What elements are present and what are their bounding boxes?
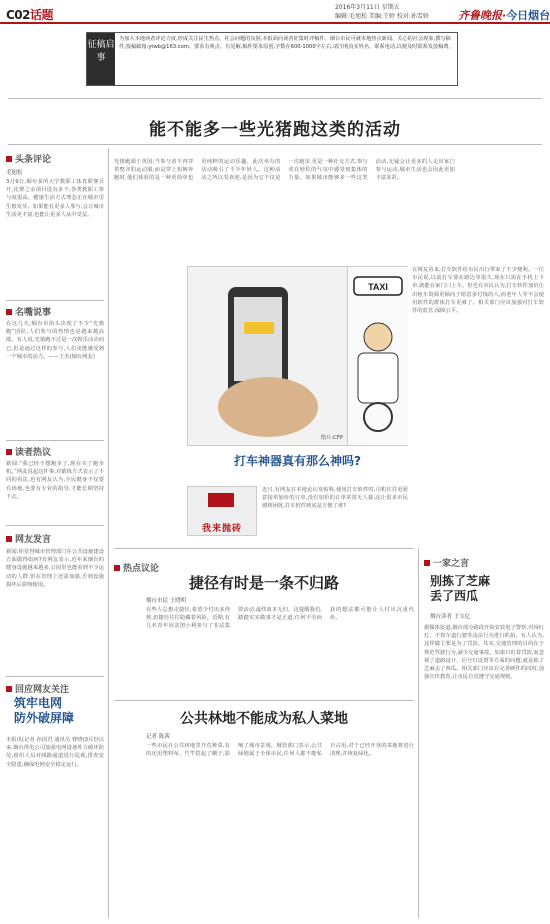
column-label: 回应网友关注 (6, 682, 69, 695)
notice-text: 为加大本地读者评论力度,形成关注民生热点、社会问题的氛围,本报面向读者征集时评稿件。烟台市民可就本地热点新闻、关心的社会现象,撰写稿件,投稿邮箱:ytwb@163.com。要求有观点、有见解,稿件要求原创,字数在600-1000字左右,请注明真实姓名、联系电话,以便及时联系发放稿费。 (119, 36, 454, 50)
byline: 烟台读者 王宝亿 (430, 614, 471, 620)
divider (6, 440, 104, 441)
column-logo-box (187, 486, 257, 536)
hand-brick-icon (188, 487, 258, 517)
article-body: 光猪跑源于英国,当参与者不再穿着整齐的运动服,而是穿上短裤奔跑时,他们体验的是一种更简单也更纯粹的运动乐趣。此次举办的活动吸引了不少年轻人。这种活动之所以受欢迎,是因为它不仅是一次跑步,更是一种社交方式,参与者在轻松的气氛中感受到集体的力量。如果城市能够多一些这类活动,无疑会让更多的人走出家门参与运动,城市生活也会因此更加丰富多彩。 (114, 159, 455, 182)
byline: 毛旭松 (6, 170, 23, 176)
photo-caption: 图片:CFP (320, 435, 343, 441)
notice-box (86, 32, 458, 86)
article-title: 捷径有时是一条不归路 (188, 574, 339, 592)
column-label: 一家之言 (424, 556, 469, 569)
header-editors: 编辑:毛旭松 美编:王婷 校对:孙雪娇 (335, 13, 429, 20)
taxi-driver-icon (348, 267, 408, 447)
header-meta (335, 3, 429, 21)
article-body: 在这几天,烟台市街头出现了不少“光猪跑”团队,人们参与的热情也是越来越高涨。有人说,光猪跑不过是一次娱乐活动而已,但是通过这样的参与,人们更能感受到一个城市的活力。——王杰(烟台网友) (6, 321, 104, 360)
article-body: 本报讯(记者 孙国君 通讯员 曹晓)3月份以来,烟台供电公司加强电网设备外力破坏防范,组织人员对线路通道进行巡视,排查安全隐患,确保电网安全稳定运行。 (6, 737, 104, 768)
column-divider (108, 148, 109, 918)
article-body: 据媒体报道,烟台部分路段开始安装电子警察,对闯红灯、不按车道行驶等违法行为进行抓拍。有人认为,这样做主要是为了罚款。其实,交通管理的目的在于规范驾驶行为,减少交通事故。如果只盯着罚款,而忽视了道路设计、信号灯设置等方面的问题,就是拣了芝麻丢了西瓜。相关部门应该在完善硬件的同时,加强宣传教育,让市民自觉遵守交通规则。 (424, 625, 544, 681)
section-tag-label: 热点议论 (114, 564, 159, 574)
article-photo (187, 266, 348, 446)
article-body: 新闻:“我已经不想跑步了,现在买了跑步机。”网友说起这件事,对锻炼方式表示了不同的看法,也有网友认为,全民健身不仅要有场地,也要有专业的指导,才能长期坚持下去。 (6, 461, 104, 500)
divider (8, 144, 542, 145)
article-body: 一些市民在公共林地里开荒种菜,有的还用塑料布、竹竿搭起了棚子,影响了城市景观。城管部门表示,公共绿地属于全体市民,任何人都不能私自占用,对于已经开垦的菜地将进行清理,并恢复绿化。 (146, 743, 414, 758)
brand-logo: 齐鲁晚报·今日烟台 (458, 9, 550, 22)
article-body: 新闻:你觉得城市管理部门在公共设施建设方面做得如何?有网友表示,近年来烟台的健身设施越来越多,公园里也能看到不少运动的人群,但在管理上还需加强,否则设施损坏后影响使用。 (6, 549, 104, 588)
column-logo-text: 我来抛砖 (201, 524, 242, 534)
article-title: 别拣了芝麻 丢了西瓜 (430, 574, 491, 603)
column-label: 头条评论 (6, 152, 51, 165)
taxi-sign: TAXI (368, 282, 388, 292)
article-body: 3月9日,烟台多所大学教职工体育联赛召开,比赛之余项目设有多个,各类教职工参与度很高。健康生活方式理念正在城市里生根发芽。如果能有更多人参与,会让城市生活更丰富,也能让更多人从中受益。 (6, 179, 104, 218)
column-divider (418, 548, 419, 918)
article-subhead: 筑牢电网 防外破屏障 (14, 696, 75, 725)
article-title: 打车神器真有那么神吗? (234, 454, 361, 468)
image-title-band (187, 452, 408, 478)
phone-hand-illustration (188, 267, 349, 447)
main-headline: 能不能多一些光猪跑这类的活动 (149, 120, 401, 140)
article-caption: 近日,有网友在本地论坛发帖称,使用打车软件时,司机往往更愿意接单加价的订单,没有加价的订单常常无人接,这让很多市民感到困扰,打车软件到底是方便了谁? (262, 487, 408, 510)
page-code: C02话题 (6, 8, 54, 22)
article-body: 有些人总想走捷径,希望少付出多得到,但捷径往往隐藏着风险。近期,有几名青年因贪图小利参与了非法集资活动,最终血本无归。这提醒我们,踏踏实实做事才是正道,任何不劳而获的想法都可能让人付出沉重代价。 (146, 607, 414, 630)
taxi-illustration (348, 266, 408, 446)
brand-sub: 今日烟台 (506, 9, 550, 22)
page-header (0, 0, 550, 24)
divider (8, 98, 542, 99)
notice-tag: 征稿启事 (87, 33, 115, 85)
column-label: 名嘴说事 (6, 305, 51, 318)
header-date: 2016年3月11日 星期五 (335, 4, 400, 11)
divider (6, 300, 104, 301)
divider (114, 700, 414, 701)
divider (6, 676, 104, 677)
brand-name: 齐鲁晚报 (458, 9, 502, 22)
section-name: 话题 (30, 8, 54, 22)
column-label: 读者热议 (6, 445, 51, 458)
byline: 烟台市民 王晓明 (146, 598, 187, 604)
column-label: 网友发言 (6, 532, 51, 545)
article-body: 在网友看来,打车软件给市民出行带来了不少便利。一位市民说,以前打车要在路边等很久,现在只需在手机上下单,就能在家门口上车。但也有市民认为,打车软件加价让出租车资源更倾向于愿意多付钱的人,而老年人等不会使用软件的群体打车更难了。相关部门应该加强对打车软件的监管,保障公平。 (412, 267, 544, 315)
divider (6, 525, 104, 526)
divider (114, 548, 414, 549)
byline: 记者 陈茜 (146, 734, 170, 740)
article-title: 公共林地不能成为私人菜地 (180, 711, 348, 727)
